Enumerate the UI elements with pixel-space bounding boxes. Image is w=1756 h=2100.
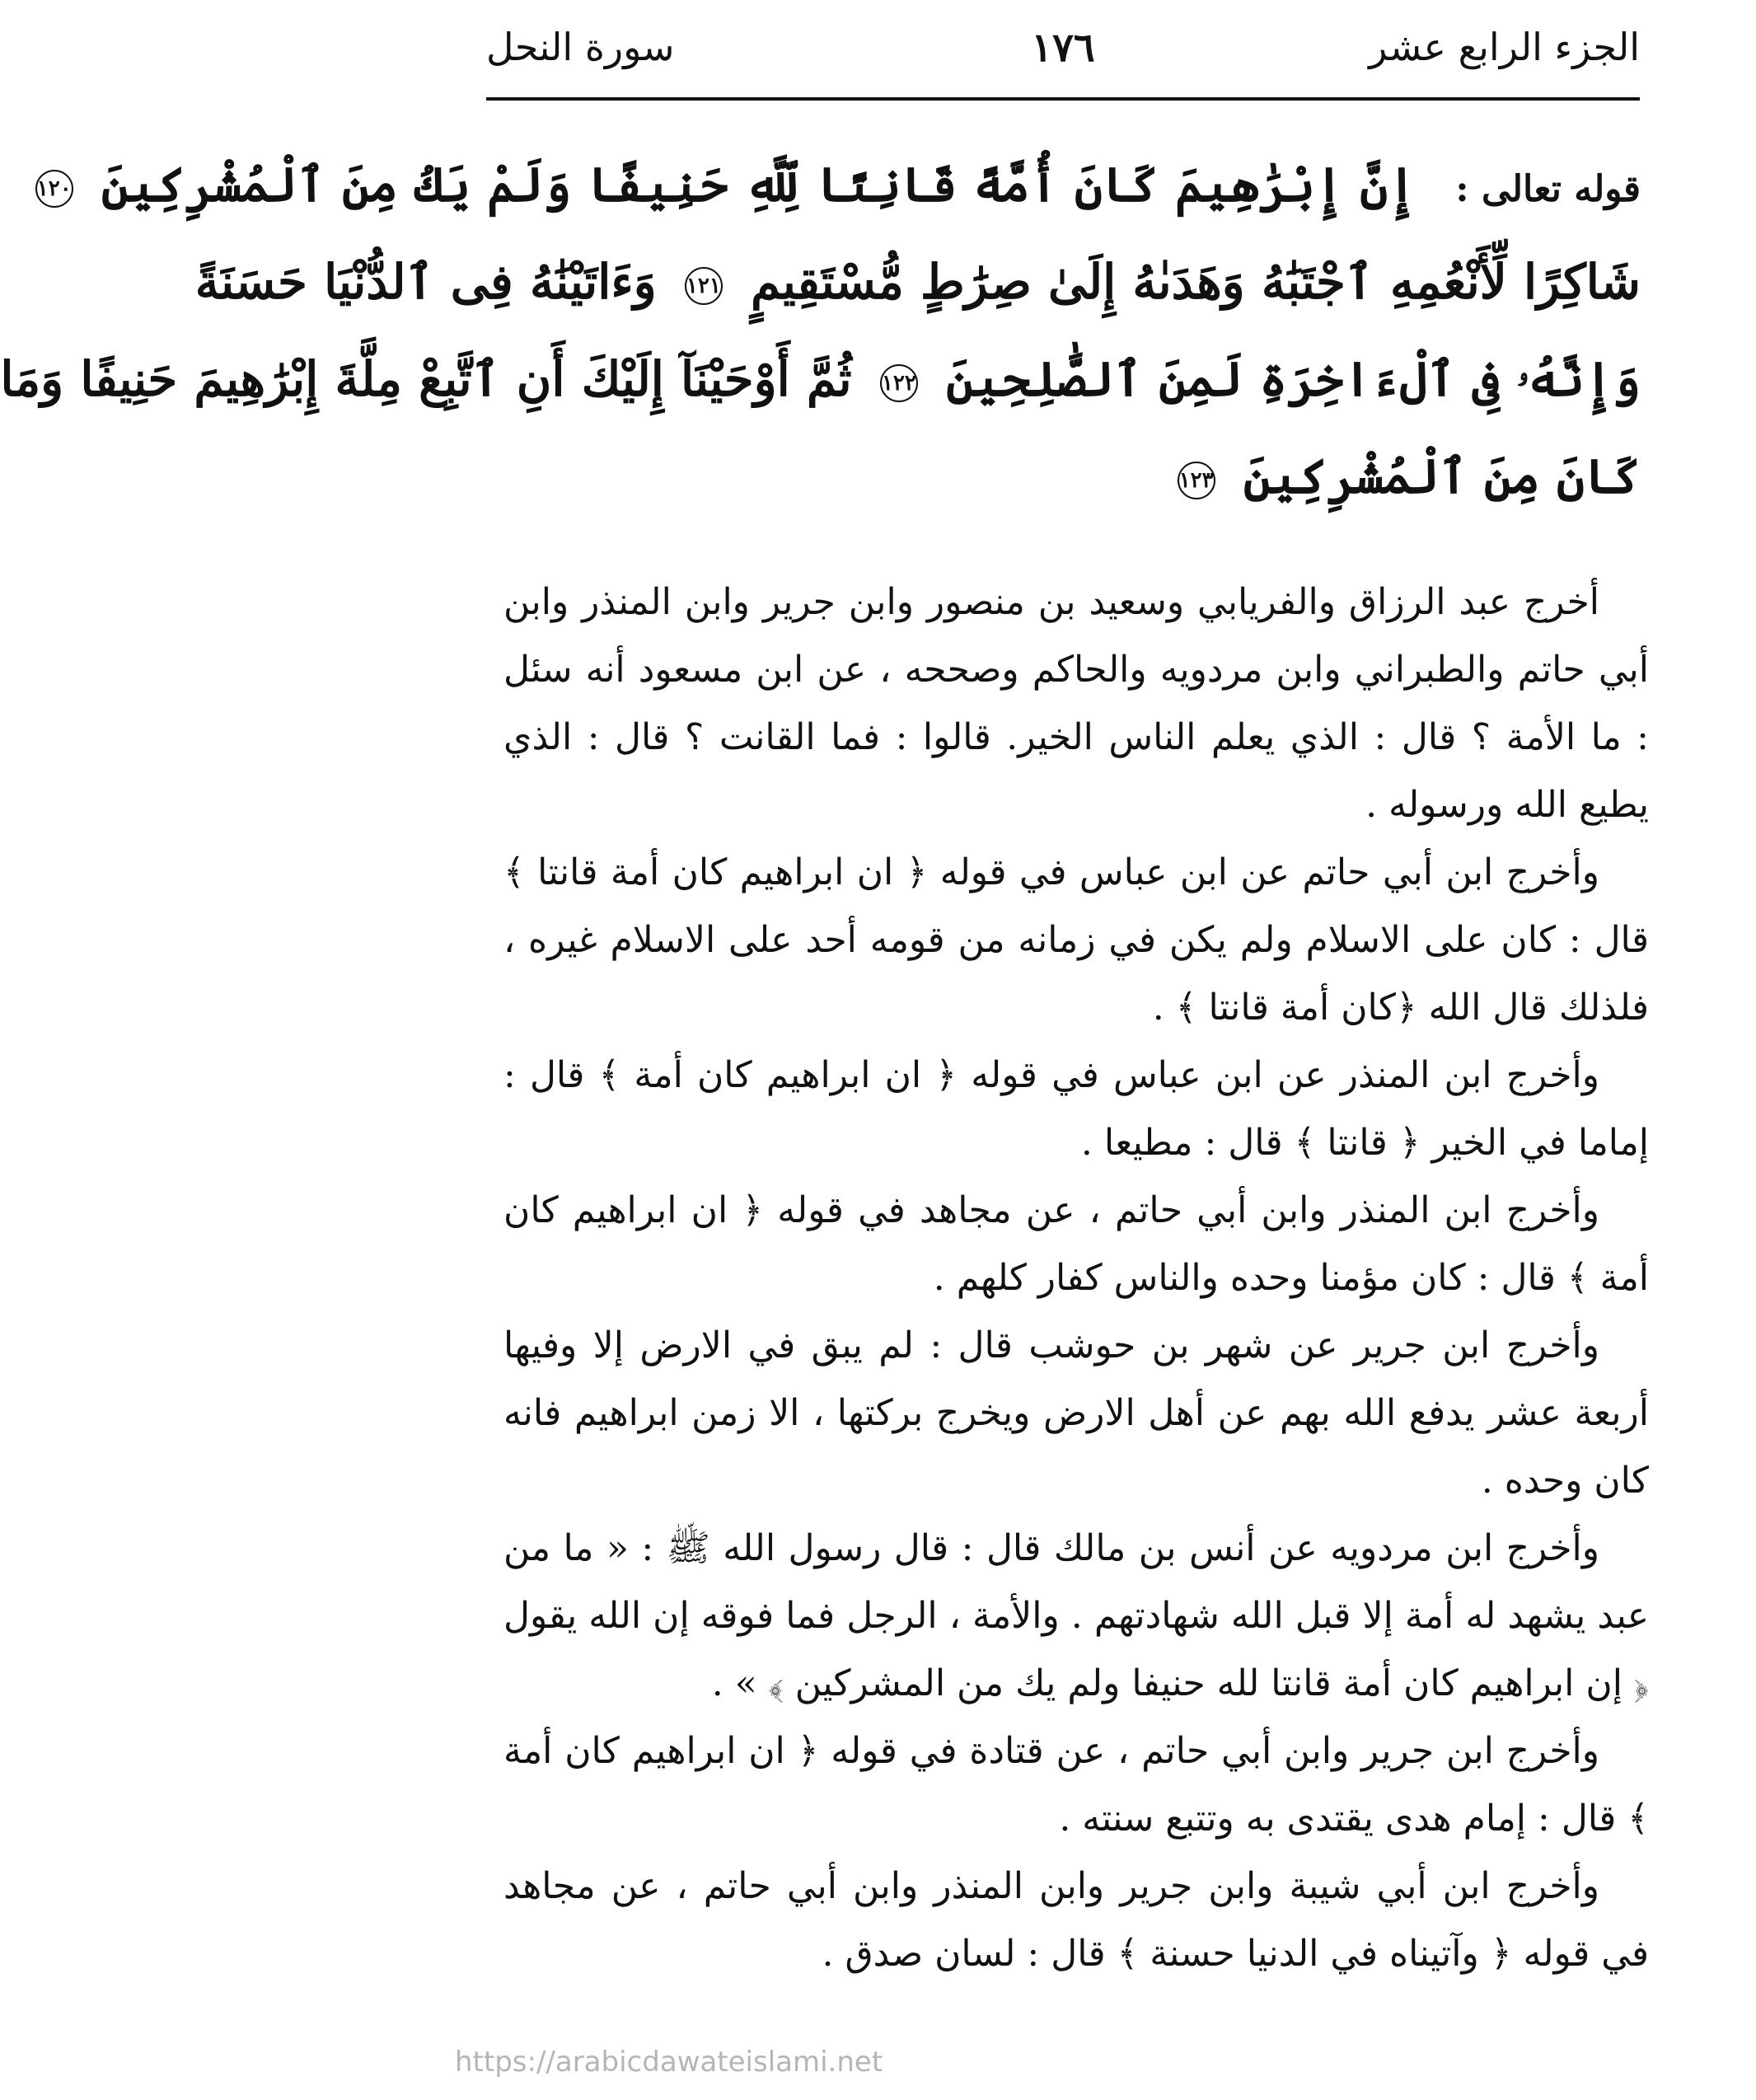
verse-text: وَءَاتَيْنَٰهُ فِى ٱلدُّنْيَا حَسَنَةً — [194, 254, 657, 310]
page-header — [486, 25, 1640, 87]
verse-number-marker: ١٢٣ — [1178, 462, 1215, 499]
commentary-paragraph: وأخرج ابن جرير وابن أبي حاتم ، عن قتادة في قوله ﴿ ان ابراهيم كان أمة ﴾ قال : إمام هدى يقتدى به وتتبع سنته . — [503, 1730, 1649, 1840]
verse-number-marker: ١٢٢ — [880, 364, 918, 402]
verse-intro-label: قوله تعالى : — [1455, 168, 1641, 210]
verse-text: كَانَ مِنَ ٱلْمُشْرِكِينَ — [1243, 448, 1641, 504]
verse-number-marker: ١٢١ — [685, 267, 723, 305]
verse-text: وَإِنَّهُۥ فِى ٱلْءَاخِرَةِ لَمِنَ ٱلصَّٰلِحِينَ — [946, 351, 1641, 407]
commentary-paragraph: وأخرج ابن المنذر عن ابن عباس في قوله ﴿ ان ابراهيم كان أمة ﴾ قال : إماما في الخير ﴿ قانتا ﴾ قال : مطيعا . — [503, 1054, 1649, 1164]
commentary-paragraph: وأخرج ابن أبي شيبة وابن جرير وابن المنذر وابن أبي حاتم ، عن مجاهد في قوله ﴿ وآتيناه في الدنيا حسنة ﴾ قال : لسان صدق . — [503, 1865, 1649, 1975]
header-surah-label: سورة النحل — [486, 25, 675, 69]
verse-text: ثُمَّ أَوْحَيْنَآ إِلَيْكَ أَنِ ٱتَّبِعْ مِلَّةَ إِبْرَٰهِيمَ حَنِيفًا وَمَا — [0, 351, 852, 407]
quran-verses — [0, 136, 1641, 525]
source-watermark-url: https://arabicdawateislami.net — [455, 2046, 883, 2079]
header-part-label: الجزء الرابع عشر — [1369, 25, 1640, 69]
page-number: ١٧٦ — [1031, 25, 1095, 71]
verse-number-marker: ١٢٠ — [35, 170, 73, 208]
header-divider — [486, 97, 1640, 101]
commentary-text — [503, 569, 1649, 1988]
commentary-paragraph: أخرج عبد الرزاق والفريابي وسعيد بن منصور وابن جرير وابن المنذر وابن أبي حاتم والطبراني وابن مردويه والحاكم وصححه ، عن ابن مسعود أنه سئل : ما الأمة ؟ قال : الذي يعلم الناس الخير. قالوا : فما القانت ؟ قال : الذي يطيع الله ورسوله . — [503, 581, 1649, 826]
quran-line-2 — [194, 233, 1641, 330]
quran-line-3 — [0, 330, 1641, 428]
commentary-paragraph: وأخرج ابن المنذر وابن أبي حاتم ، عن مجاهد في قوله ﴿ ان ابراهيم كان أمة ﴾ قال : كان مؤمنا وحده والناس كفار كلهم . — [503, 1189, 1649, 1299]
verse-text: إِنَّ إِبْرَٰهِيمَ كَانَ أُمَّةً قَانِتًا لِّلَّهِ حَنِيفًا وَلَمْ يَكُ مِنَ ٱلْمُشْرِكِينَ — [101, 157, 1417, 213]
verse-text: شَاكِرًا لِّأَنْعُمِهِ ٱجْتَبَٰهُ وَهَدَىٰهُ إِلَىٰ صِرَٰطٍ مُّسْتَقِيمٍ — [751, 254, 1641, 310]
quran-line-4 — [503, 428, 1641, 525]
commentary-paragraph: وأخرج ابن مردويه عن أنس بن مالك قال : قال رسول الله ﷺ : « ما من عبد يشهد له أمة إلا قبل الله شهادتهم . والأمة ، الرجل فما فوقه إن الله يقول ﴿ إن ابراهيم كان أمة قانتا لله حنيفا ولم يك من المشركين ﴾ » . — [503, 1527, 1649, 1704]
quran-line-1 — [36, 136, 1641, 233]
commentary-paragraph: وأخرج ابن جرير عن شهر بن حوشب قال : لم يبق في الارض إلا وفيها أربعة عشر يدفع الله بهم عن أهل الارض ويخرج بركتها ، الا زمن ابراهيم فانه كان وحده . — [503, 1324, 1649, 1502]
commentary-paragraph: وأخرج ابن أبي حاتم عن ابن عباس في قوله ﴿ ان ابراهيم كان أمة قانتا ﴾ قال : كان على الاسلام ولم يكن في زمانه من قومه أحد على الاسلام غيره ، فلذلك قال الله ﴿كان أمة قانتا ﴾ . — [503, 851, 1649, 1029]
